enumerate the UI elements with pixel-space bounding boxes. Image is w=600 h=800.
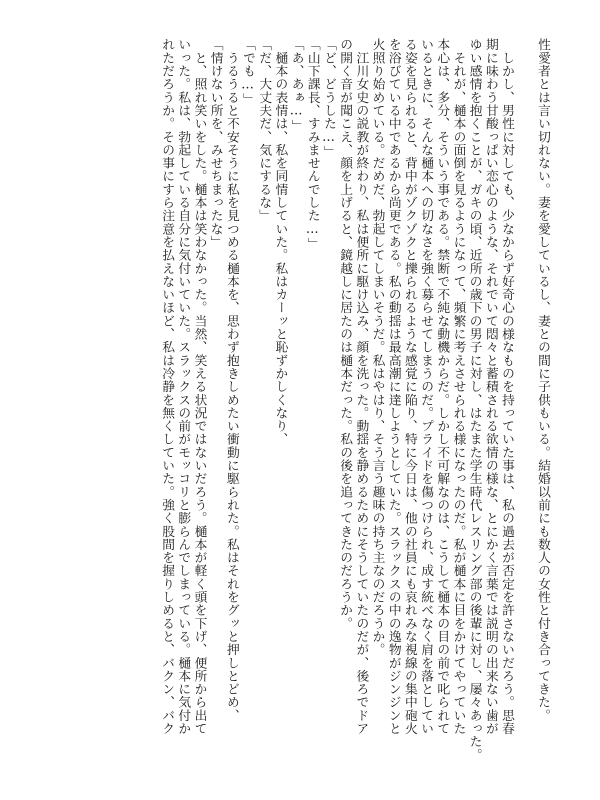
text-line: 樋本の表情は、私を同情していた。私はカーッと恥ずかしくなり、 [272,38,288,446]
text-line: 「ど、どうした…」 [320,38,336,159]
text-line: 「だ、大丈夫だ、気にするな」 [256,38,272,223]
text-line: 期に味わう甘酸っぱい恋心のような、それでいて悶々と蓄積される欲情の様な、とにかく言葉では説明の出来ない歯が [482,38,498,735]
text-line: 火照り始めている。だめだ、勃起してしまいそうだ。私はやはり、そう言う趣味の持ち主なのだろうか。 [369,38,385,657]
text-line: 「でも…」 [240,38,256,106]
text-line: いるときに、そんな樋本への切なさを強く募らせてしまうのだ。プライドを傷つけられ、成す統べなく肩を落としてい [418,38,434,735]
text-line: 性愛者とは言い切れない。妻を愛しているし、妻との間に子供もいる。結婚以前にも数人の女性と付き合ってきた。 [535,38,550,722]
text-line: る姿を見られると、背中がゾクゾクと擽られるような感覚に陥り、特に今日は、他の社員にも哀れみな視線の集中砲火 [401,38,417,735]
text-line: の開く音が聞こえ、顔を上げると、鏡越しに居たのは樋本だった。私の後を追ってきたのだろうか。 [337,38,353,630]
paragraph-gap [514,38,534,773]
text-line: 本心は、多分、そういう事である。禁断で不純な動機からだ。しかし不可解なのは、こうして樋本の目の前で叱られて [434,38,450,735]
text-line: 「山下課長、すみませんでした…」 [304,38,320,251]
text-line: いった。私は、勃起している自分に気付いていた。スラックスの前がモッコリと膨らんでしまっている。樋本に気付か [175,38,191,735]
text-line: を浴びている中であるから尚更である。私の動揺は最高潮に達しようとしていた。スラックスの中の逸物がジンジンと [385,38,401,735]
text-line: しかし、男性に対しても、少なからず好奇心の様なものを持っていた事は、私の過去が否定を許さないだろう。思春 [499,38,515,735]
text-line: れただろうか。その事にすら注意を払えないほど、私は冷静を無くしていた。強く股間を握りしめると、バクン、バク [159,38,175,735]
text-line: 「情けない所を、みせちまったな」 [207,38,223,249]
text-line: ゆい感情を抱くことが、ガキの頃、近所の歳下の男子に対し、はたまた学生時代レスリング部の後輩に対し、屡々あった。 [466,38,482,762]
text-line: 江川女史の説教が終わり、私は便所に駆け込み、顔を洗った。動揺を静めるためにそうしていたのだが、後ろでドア [353,38,369,735]
text-line: うるうると不安そうに私を見つめる樋本を、思わず抱きしめたい衝動に駆られた。私はそれをグッと押しとどめ、 [223,38,239,722]
text-line: 「あ、あぁ…」 [288,38,304,133]
text-line: それが、樋本の面倒を見るようになって、頻繁に考えさせられる様になったのだ。私が樋本に目をかけてやっていた [450,38,466,735]
text-line: と、照れ笑いをした。樋本は笑わなかった。当然、笑える状況ではないだろう。樋本が軽く頭を下げ、便所から出て [191,38,207,735]
vertical-text-body [30,38,550,773]
